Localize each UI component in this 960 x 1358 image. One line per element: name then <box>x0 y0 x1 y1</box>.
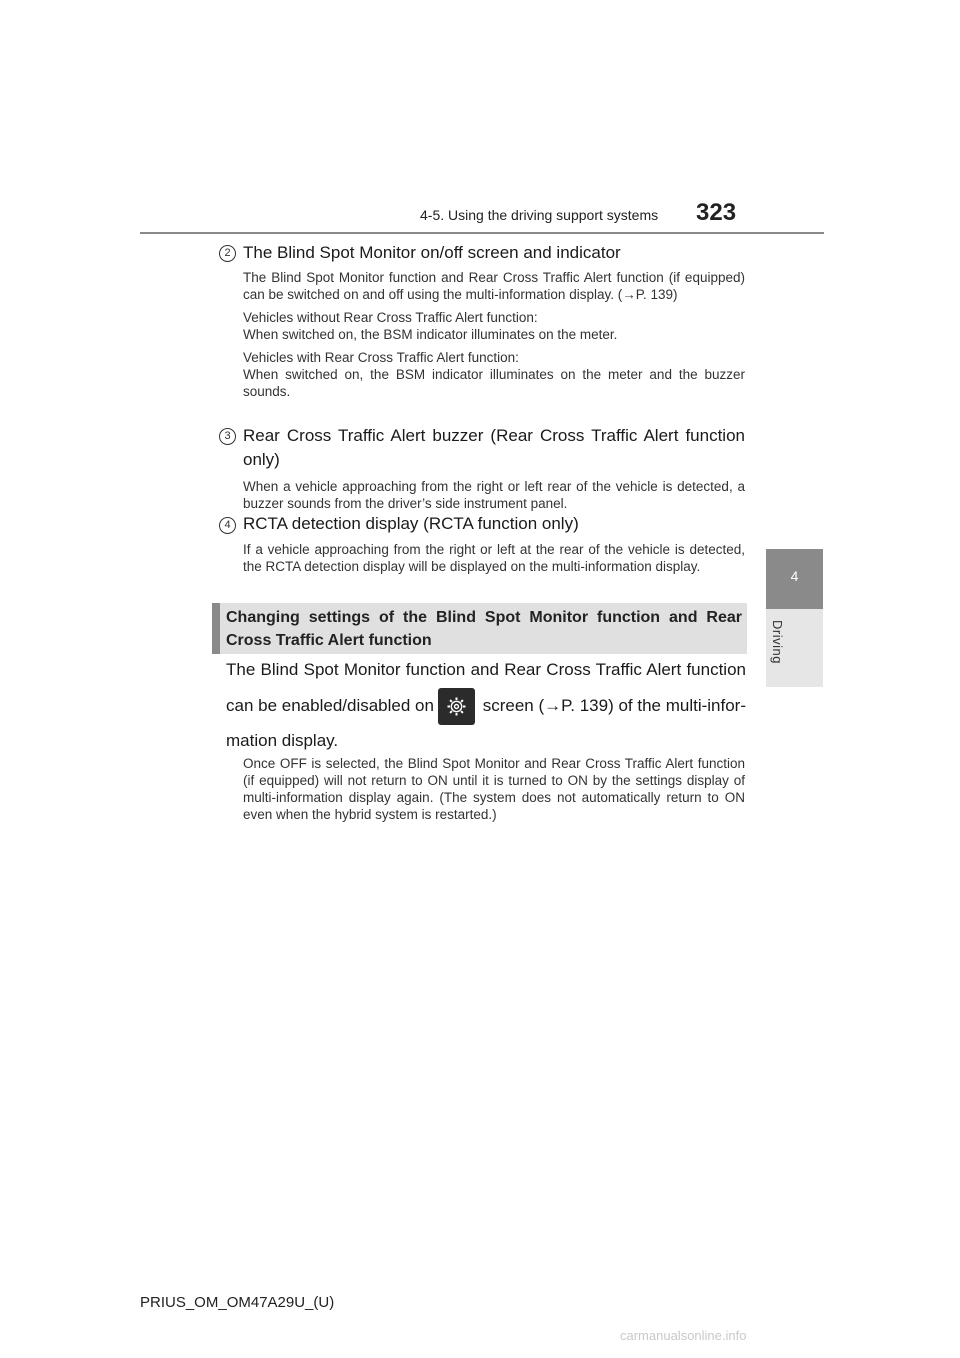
item-body <box>243 269 745 406</box>
header-divider <box>140 232 824 234</box>
watermark: carmanualsonline.info <box>620 1328 747 1343</box>
item-heading: Rear Cross Traffic Alert buzzer (Rear Cross Traffic Alert function only) <box>243 426 745 469</box>
section-paragraph-line: can be enabled/disabled on <box>226 696 434 715</box>
item-paragraph: If a vehicle approaching from the right or left at the rear of the vehicle is detected, the RCTA detection display will be displayed on the multi-information display. <box>243 542 745 574</box>
item-paragraph: Vehicles with Rear Cross Traffic Alert function: When switched on, the BSM indicator illuminates on the meter and the buzzer sounds. <box>243 350 745 399</box>
document-code: PRIUS_OM_OM47A29U_(U) <box>140 1294 335 1311</box>
section-paragraph-line: The Blind Spot Monitor function and Rear Cross Traffic Alert function <box>226 660 746 679</box>
section-paragraph-line: screen (→P. 139) of the multi-infor- <box>482 696 746 715</box>
chapter-tab-label: Driving <box>770 620 785 664</box>
chapter-tab-number: 4 <box>790 568 799 584</box>
item-paragraph: The Blind Spot Monitor function and Rear Cross Traffic Alert function (if equipped) can be switched on and off using the multi-information display. (→P. 139) <box>243 270 745 302</box>
gear-icon <box>438 688 475 725</box>
item-number-badge: 3 <box>219 428 236 445</box>
section-note: Once OFF is selected, the Blind Spot Monitor and Rear Cross Traffic Alert function (if equipped) will not return to ON until it is turned to ON by the settings display of multi-information display again. (The system does not automatically return to ON even when the hybrid system is restarted.) <box>243 756 745 822</box>
section-heading: Changing settings of the Blind Spot Monitor function and Rear Cross Traffic Alert function <box>226 609 742 649</box>
item-heading: The Blind Spot Monitor on/off screen and indicator <box>243 243 621 262</box>
item-number-badge: 4 <box>219 517 236 534</box>
section-heading-accent <box>212 603 220 654</box>
item-paragraph: Vehicles without Rear Cross Traffic Alert function: When switched on, the BSM indicator illuminates on the meter. <box>243 310 618 342</box>
page-number: 323 <box>696 199 737 226</box>
item-body <box>243 541 745 581</box>
item-paragraph: When a vehicle approaching from the right or left rear of the vehicle is detected, a buzzer sounds from the driver’s side instrument panel. <box>243 479 745 511</box>
section-paragraph-line: mation display. <box>226 731 339 750</box>
item-heading: RCTA detection display (RCTA function only) <box>243 514 579 533</box>
section-header: 4-5. Using the driving support systems <box>420 207 659 223</box>
item-number-badge: 2 <box>219 245 236 262</box>
